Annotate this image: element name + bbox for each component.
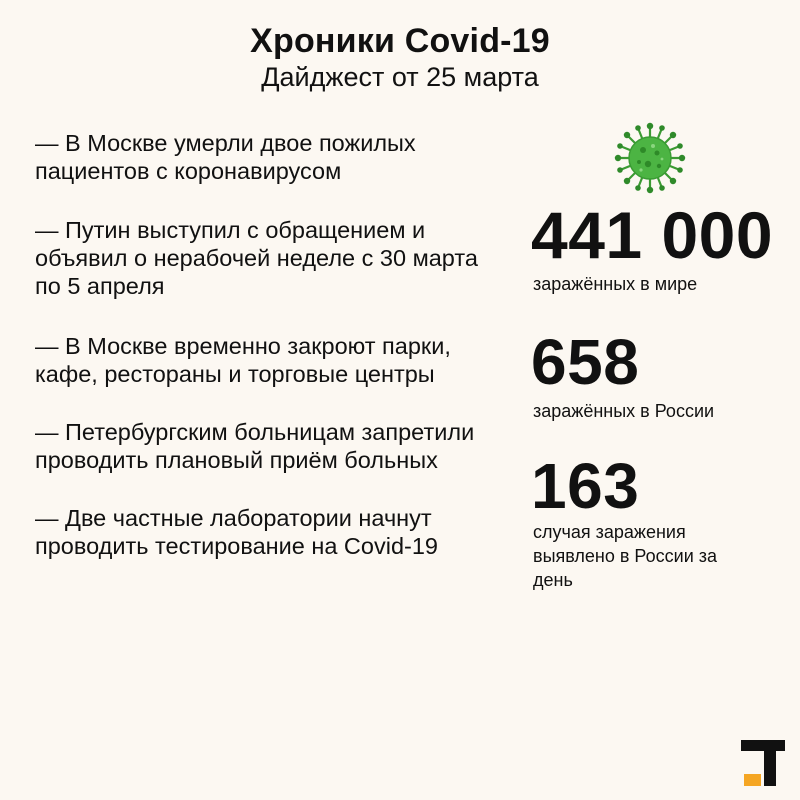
coronavirus-icon xyxy=(614,122,686,194)
news-text-line: кафе, рестораны и торговые центры xyxy=(35,361,435,387)
news-text-line: — Путин выступил с обращением и xyxy=(35,217,426,243)
news-text-line: — В Москве умерли двое пожилых xyxy=(35,130,416,156)
news-text-line: пациентов с коронавирусом xyxy=(35,158,342,184)
news-item xyxy=(35,216,505,300)
news-text-line: проводить тестирование на Covid-19 xyxy=(35,533,438,559)
stat-caption-line: заражённых в России xyxy=(533,401,715,421)
news-item xyxy=(35,332,505,388)
stat-caption-line: случая заражения xyxy=(533,522,686,542)
news-text-line: — Две частные лаборатории начнут xyxy=(35,505,432,531)
page-subtitle: Дайджест от 25 марта xyxy=(261,62,539,92)
news-text-line: проводить плановый приём больных xyxy=(35,447,438,473)
news-text-line: по 5 апреля xyxy=(35,273,165,299)
news-item xyxy=(35,504,505,560)
news-text-line: объявил о нерабочей неделе с 30 марта xyxy=(35,245,478,271)
news-item xyxy=(35,129,505,185)
stat-caption-line: выявлено в России за xyxy=(533,546,718,566)
news-item xyxy=(35,418,505,474)
stat-caption-world xyxy=(533,272,697,296)
stat-caption-russia xyxy=(533,399,714,423)
stat-caption-line: день xyxy=(533,570,573,590)
news-text-line: — В Москве временно закроют парки, xyxy=(35,333,451,359)
stat-caption-line: заражённых в мире xyxy=(533,274,698,294)
stat-caption-daily xyxy=(533,520,717,592)
stat-value-daily: 163 xyxy=(531,450,640,522)
news-text-line: — Петербургским больницам запретили xyxy=(35,419,475,445)
stat-value-russia: 658 xyxy=(531,326,640,398)
publisher-logo-icon xyxy=(741,740,785,788)
stat-value-world: 441 000 xyxy=(531,198,774,272)
page-title: Хроники Covid-19 xyxy=(250,22,550,60)
